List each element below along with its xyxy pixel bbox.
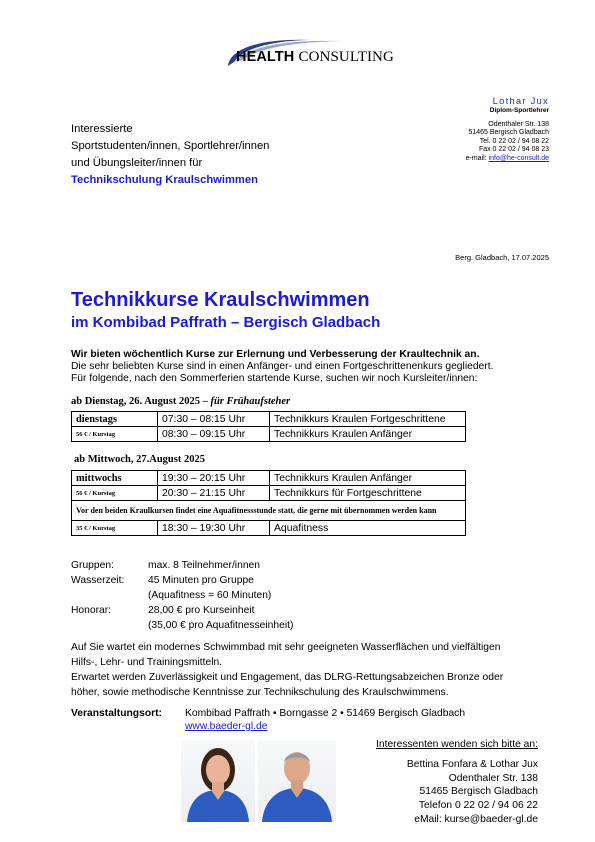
venue-label: Veranstaltungsort: — [71, 708, 162, 719]
sender-city: 51465 Bergisch Gladbach — [468, 129, 549, 137]
health-consulting-logo — [222, 36, 422, 76]
table-cell-price: 56 € / Kurstag — [72, 486, 158, 501]
recipient-line: und Übungsleiter/innen für — [71, 157, 203, 169]
water-time-label: Wasserzeit: — [71, 575, 125, 586]
fee-value: 28,00 € pro Kurseinheit — [148, 605, 255, 616]
paragraph-line: Auf Sie wartet ein modernes Schwimmbad mit sehr geeigneten Wasserflächen und vielfältigen — [71, 642, 501, 653]
table-cell-course: Technikkurs für Fortgeschrittene — [270, 486, 466, 501]
table-row — [72, 427, 466, 442]
schedule-table-tuesday — [71, 411, 466, 442]
table-cell-price: 56 € / Kurstag — [72, 427, 158, 442]
water-time-note: (Aquafitness = 60 Minuten) — [148, 590, 272, 601]
contact-block — [407, 758, 538, 827]
venue-website-link[interactable]: www.baeder-gl.de — [185, 721, 268, 732]
table-cell-day: mittwochs — [72, 471, 158, 486]
contact-email[interactable]: eMail: kurse@baeder-gl.de — [414, 813, 538, 825]
recipient-subject: Technikschulung Kraulschwimmen — [71, 174, 258, 186]
venue-address: Kombibad Paffrath • Borngasse 2 • 51469 Bergisch Gladbach — [185, 708, 466, 719]
paragraph-line: höher, sowie methodische Kenntnisse zur Technikschulung des Kraulschwimmens. — [71, 687, 449, 698]
sender-name: Lothar Jux — [492, 96, 549, 107]
table-cell-time: 08:30 – 09:15 Uhr — [158, 427, 270, 442]
section1-heading-text: ab Dienstag, 26. August 2025 – — [71, 396, 211, 407]
letter-date: Berg. Gladbach, 17.07.2025 — [455, 253, 549, 262]
water-time-value: 45 Minuten pro Gruppe — [148, 575, 254, 586]
contact-names: Bettina Fonfara & Lothar Jux — [406, 759, 538, 770]
recipient-block — [71, 121, 269, 189]
table-cell-course: Technikkurs Kraulen Anfänger — [270, 427, 466, 442]
table-cell-day: dienstags — [72, 412, 158, 427]
table-cell-time: 18:30 – 19:30 Uhr — [158, 521, 270, 536]
description-paragraph — [71, 640, 541, 700]
contact-heading: Interessenten wenden sich bitte an: — [376, 739, 538, 750]
section1-heading — [71, 396, 290, 407]
contact-city: 51465 Bergisch Gladbach — [419, 786, 538, 798]
photo-woman — [181, 740, 255, 822]
page-subtitle: im Kombibad Paffrath – Bergisch Gladbach — [71, 314, 381, 331]
table-cell-course: Technikkurs Kraulen Fortgeschrittene — [270, 412, 466, 427]
sender-email-line — [466, 155, 549, 164]
photo-man — [258, 740, 336, 822]
table-row — [72, 412, 466, 427]
intro-text — [71, 349, 541, 385]
page-title: Technikkurse Kraulschwimmen — [71, 289, 370, 311]
table-cell-price: 35 € / Kurstag — [72, 521, 158, 536]
sender-tel: Tel. 0 22 02 / 94 08 22 — [479, 137, 549, 145]
sender-email-label: e-mail: — [465, 154, 487, 162]
recipient-line: Sportstudenten/innen, Sportlehrer/innen — [71, 140, 270, 152]
recipient-line: Interessierte — [71, 123, 133, 135]
intro-line: Für folgende, nach den Sommerferien startende Kurse, suchen wir noch Kursleiter/innen: — [71, 373, 478, 384]
table-cell-time: 19:30 – 20:15 Uhr — [158, 471, 270, 486]
fee-note: (35,00 € pro Aquafitnesseinheit) — [148, 620, 294, 631]
sender-block — [466, 96, 549, 164]
sender-title: Diplom-Sportlehrer — [489, 107, 549, 114]
contact-phone: Telefon 0 22 02 / 94 06 22 — [418, 800, 538, 812]
fee-label: Honorar: — [71, 605, 112, 616]
logo-text — [236, 49, 394, 66]
table-row — [72, 521, 466, 536]
table-cell-course: Technikkurs Kraulen Anfänger — [270, 471, 466, 486]
table-row — [72, 501, 466, 521]
course-details — [71, 559, 371, 629]
section2-heading: ab Mittwoch, 27.August 2025 — [74, 454, 205, 465]
table-row — [72, 486, 466, 501]
schedule-table-wednesday — [71, 470, 466, 536]
table-cell-course: Aquafitness — [270, 521, 466, 536]
logo-bold-text: HEALTH — [236, 49, 295, 65]
groups-value: max. 8 Teilnehmer/innen — [148, 560, 260, 571]
contact-street: Odenthaler Str. 138 — [448, 772, 538, 784]
section1-heading-italic: für Frühaufsteher — [210, 396, 291, 407]
sender-fax: Fax 0 22 02 / 94 08 23 — [478, 146, 549, 154]
groups-label: Gruppen: — [71, 560, 114, 571]
table-row — [72, 471, 466, 486]
sender-email-link[interactable]: info@he-consult.de — [488, 154, 549, 162]
logo-regular-text: CONSULTING — [298, 49, 394, 65]
table-cell-time: 07:30 – 08:15 Uhr — [158, 412, 270, 427]
table-cell-time: 20:30 – 21:15 Uhr — [158, 486, 270, 501]
paragraph-line: Erwartet werden Zuverlässigkeit und Engagement, das DLRG-Rettungsabzeichen Bronze oder — [71, 672, 504, 683]
intro-bold-line: Wir bieten wöchentlich Kurse zur Erlernung und Verbesserung der Kraultechnik an. — [71, 349, 480, 360]
paragraph-line: Hilfs-, Lehr- und Trainingsmitteln. — [71, 657, 223, 668]
intro-line: Die sehr beliebten Kurse sind in einen Anfänger- und einen Fortgeschrittenenkurs gegliedert. — [71, 361, 494, 372]
sender-street: Odenthaler Str. 138 — [488, 120, 549, 128]
table-cell-note: Vor den beiden Kraulkursen findet eine Aquafitnessstunde statt, die gerne mit übernommen werden kann — [72, 501, 466, 521]
